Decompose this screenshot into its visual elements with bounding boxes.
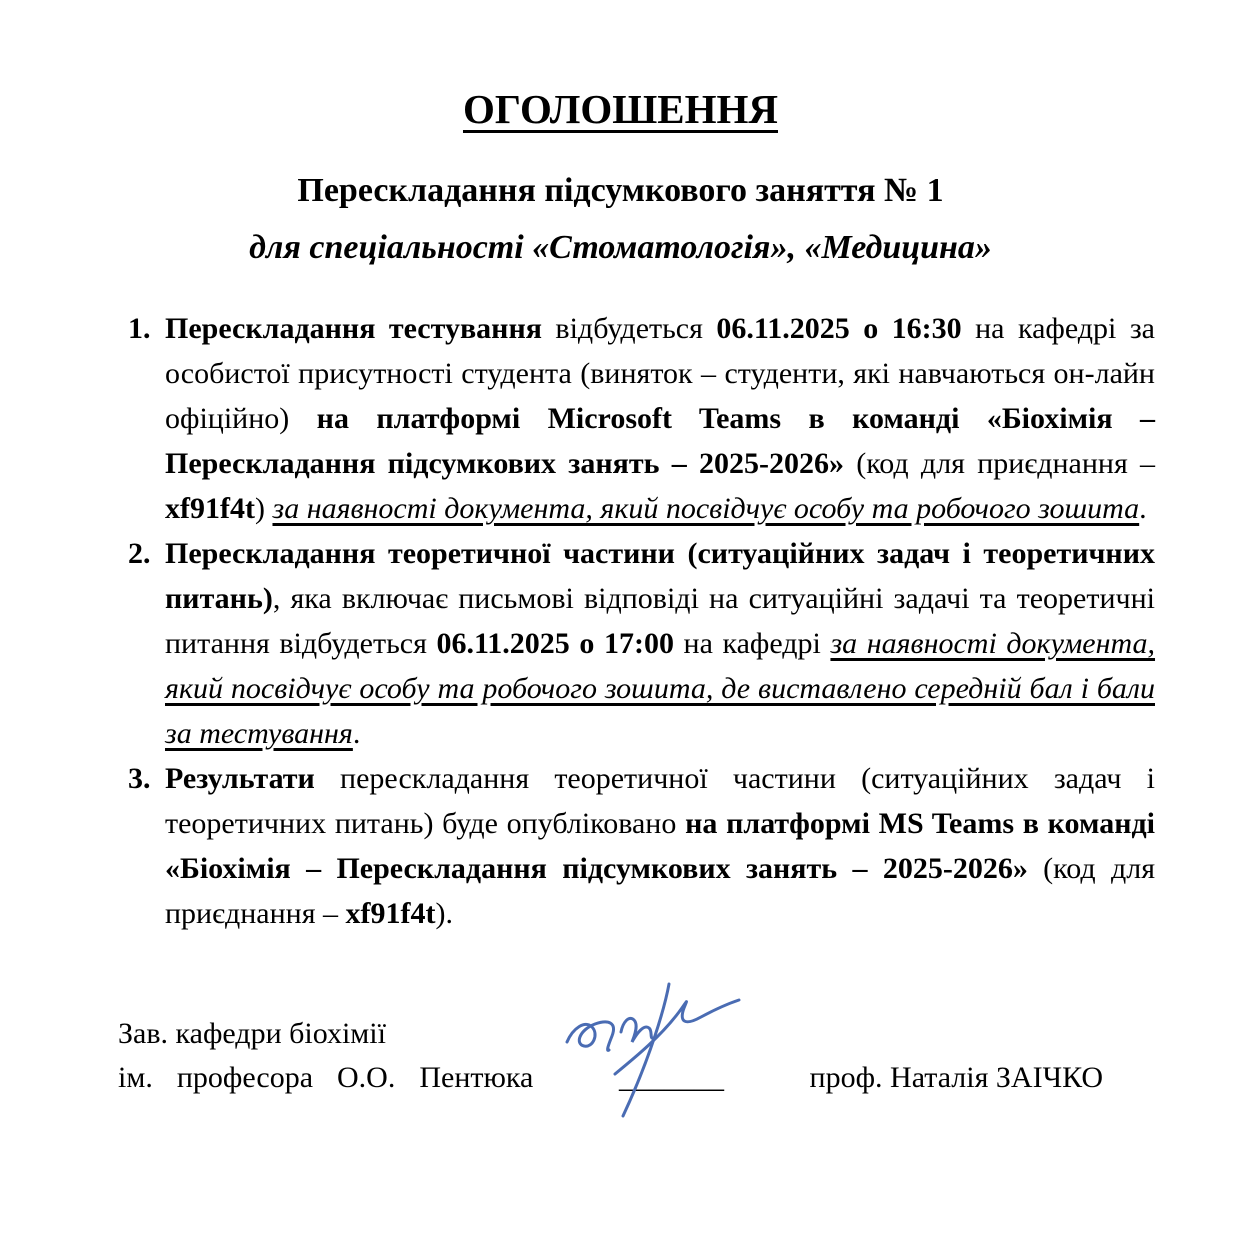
list-item-text bbox=[165, 306, 1155, 531]
list-item bbox=[128, 756, 1155, 936]
subtitle-line-1: Перескладання підсумкового заняття № 1 bbox=[297, 172, 944, 209]
list-item bbox=[128, 531, 1155, 756]
document-subtitle bbox=[0, 162, 1241, 276]
signature-underscores: _______ bbox=[618, 1061, 724, 1094]
list-item-number: 2. bbox=[128, 537, 151, 570]
text-segment: за наявності документа, який посвідчує особу та робочого зошита, де виставлено середній бал і бали за тестування bbox=[165, 627, 1156, 750]
page-title-text: ОГОЛОШЕННЯ bbox=[462, 86, 778, 132]
subtitle-line-2: для спеціальності «Стоматологія», «Медицина» bbox=[249, 229, 992, 266]
text-segment: , яка включає письмові відповіді на ситуаційні задачі та теоретичні питання відбудеться bbox=[165, 582, 1155, 660]
text-segment: xf91f4t bbox=[345, 897, 436, 930]
text-segment: відбудеться bbox=[541, 312, 717, 345]
signature-row bbox=[118, 1056, 1103, 1099]
list-item-number: 1. bbox=[128, 312, 151, 345]
text-segment: Перескладання теоретичної частини (ситуаційних задач і теоретичних питань) bbox=[165, 537, 1155, 615]
text-segment: xf91f4t bbox=[165, 492, 255, 525]
signature-block bbox=[118, 1012, 1103, 1099]
text-segment: (код для приєднання – bbox=[165, 852, 1155, 930]
signature-title-line: Зав. кафедри біохімії bbox=[118, 1017, 386, 1050]
text-segment: ). bbox=[435, 897, 454, 930]
text-segment: на кафедрі за особистої присутності студента (виняток – студенти, які навчаються он-лайн офіційно) bbox=[165, 312, 1155, 435]
page-title bbox=[0, 0, 1241, 134]
text-segment: ) bbox=[254, 492, 273, 525]
text-segment: на платформі Microsoft Teams в команді «Біохімія – Перескладання підсумкових занять – 2025-2026» bbox=[165, 402, 1155, 480]
signature-name-right: проф. Наталія ЗАІЧКО bbox=[809, 1061, 1103, 1094]
text-segment: перескладання теоретичної частини (ситуаційних задач і теоретичних питань) буде опубліковано bbox=[165, 762, 1155, 840]
text-segment: Перескладання тестування bbox=[165, 312, 542, 345]
list-item-text bbox=[165, 531, 1155, 756]
text-segment: . bbox=[352, 717, 361, 750]
text-segment: за наявності документа, який посвідчує особу та робочого зошита bbox=[272, 492, 1140, 525]
text-segment: 06.11.2025 о 16:30 bbox=[716, 312, 962, 345]
list-item bbox=[128, 306, 1155, 531]
announcement-list bbox=[128, 306, 1155, 936]
signature-line bbox=[619, 1056, 724, 1099]
text-segment: на кафедрі bbox=[673, 627, 831, 660]
signature-name-left: ім. професора О.О. Пентюка bbox=[118, 1061, 534, 1094]
list-item-number: 3. bbox=[128, 762, 151, 795]
text-segment: (код для приєднання – bbox=[843, 447, 1155, 480]
text-segment: . bbox=[1139, 492, 1147, 525]
text-segment: на платформі MS Teams в команді «Біохімія – Перескладання підсумкових занять – 2025-2026» bbox=[165, 807, 1156, 885]
text-segment: Результати bbox=[165, 762, 315, 795]
text-segment: 06.11.2025 о 17:00 bbox=[436, 627, 674, 660]
list-item-text bbox=[165, 756, 1155, 936]
